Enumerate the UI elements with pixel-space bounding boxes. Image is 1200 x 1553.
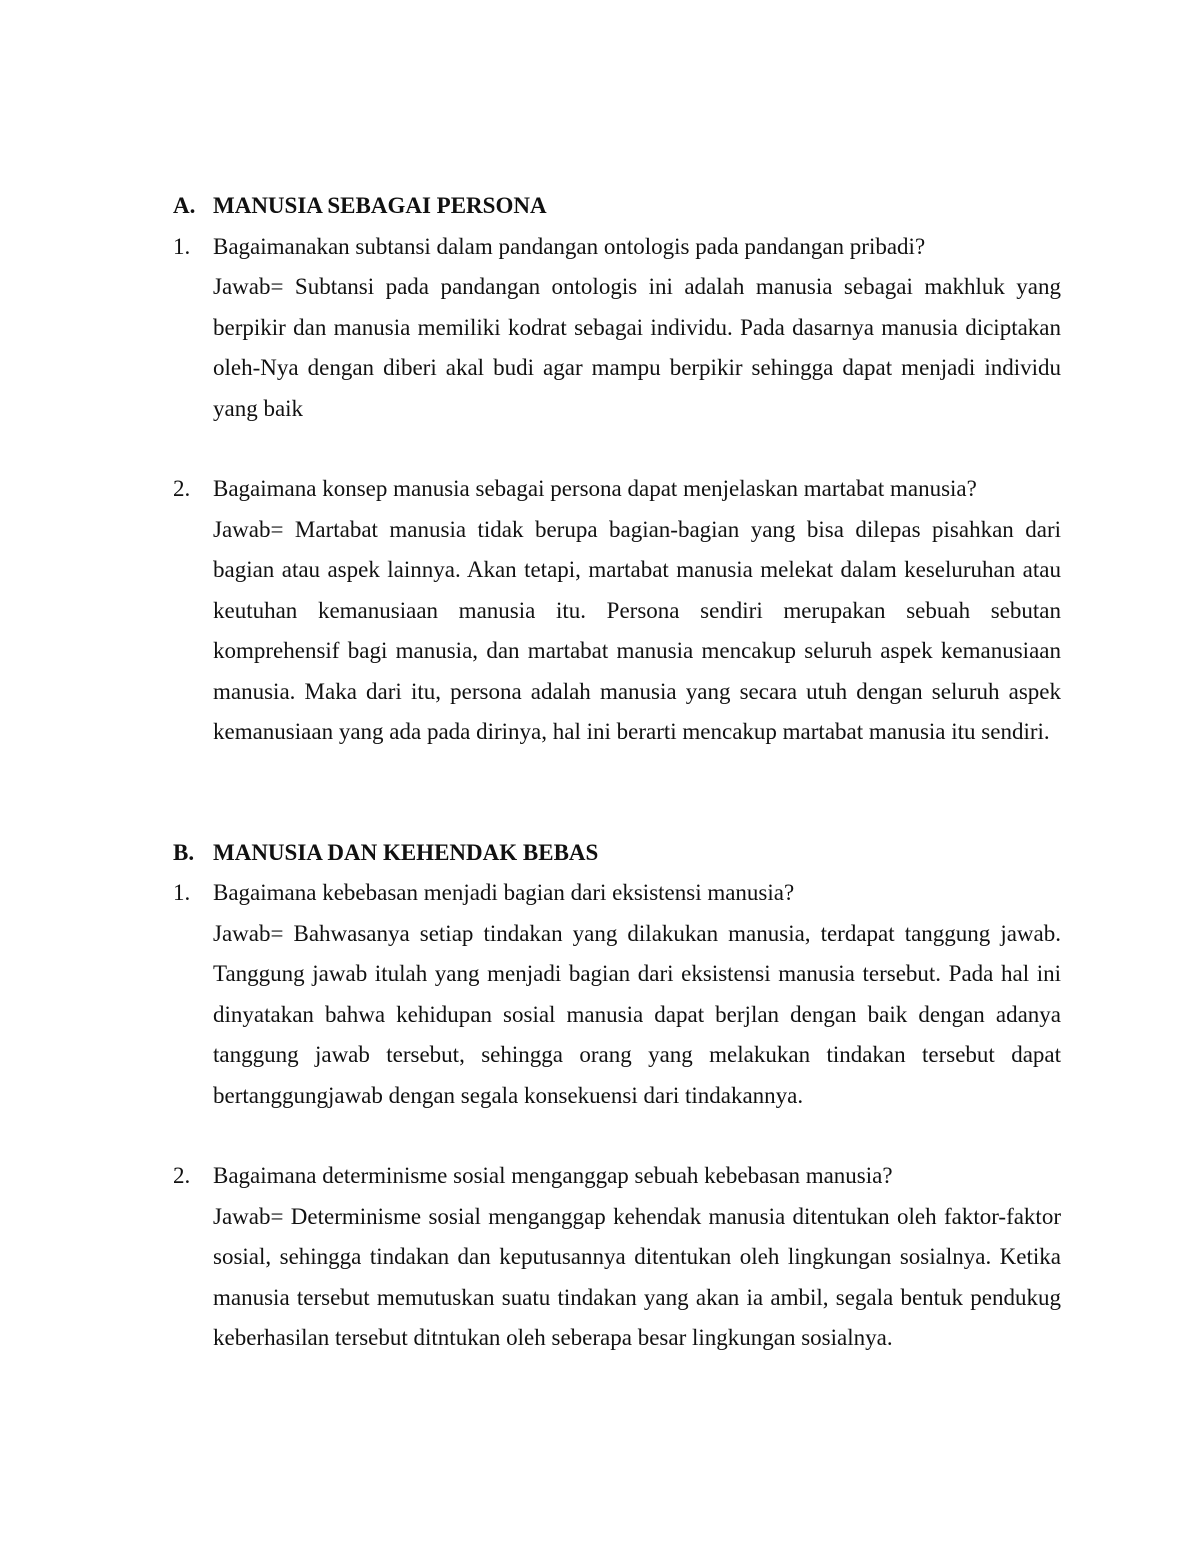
question-text: Bagaimanakan subtansi dalam pandangan ontologis pada pandangan pribadi? (213, 233, 926, 259)
spacer (173, 753, 1061, 833)
section-letter: B. (173, 839, 195, 865)
document-body (173, 186, 1061, 1359)
qa-item (173, 227, 1061, 430)
question-number: 1. (173, 880, 191, 905)
section-a (173, 186, 1061, 753)
answer-text: Jawab= Bahwasanya setiap tindakan yang dilakukan manusia, terdapat tanggung jawab. Tanggung jawab itulah yang menjadi bagian dari eksistensi manusia tersebut. Pada hal ini dinyatakan bahwa kehidupan sosial manusia dapat berjlan dengan baik dengan adanya tanggung jawab tersebut, sehingga orang yang melakukan tindakan tersebut dapat bertanggungjawab dengan segala konsekuensi dari tindakannya. (213, 920, 1061, 1108)
question (173, 873, 1061, 914)
spacer (173, 1116, 1061, 1156)
question-number: 2. (173, 476, 191, 501)
qa-item (173, 1156, 1061, 1359)
question-text: Bagaimana determinisme sosial menganggap sebuah kebebasan manusia? (213, 1163, 893, 1188)
section-heading (173, 186, 1061, 227)
spacer (173, 429, 1061, 469)
qa-item (173, 873, 1061, 1116)
question (173, 227, 1061, 268)
qa-item (173, 469, 1061, 753)
section-title: MANUSIA SEBAGAI PERSONA (213, 193, 547, 218)
question-text: Bagaimana konsep manusia sebagai persona dapat menjelaskan martabat manusia? (213, 476, 977, 501)
question (173, 469, 1061, 510)
section-heading (173, 833, 1061, 874)
section-letter: A. (173, 193, 196, 218)
answer-text: Jawab= Determinisme sosial menganggap kehendak manusia ditentukan oleh faktor-faktor sosial, sehingga tindakan dan keputusannya ditentukan oleh lingkungan sosialnya. Ketika manusia tersebut memutuskan suatu tindakan yang akan ia ambil, segala bentuk pendukug keberhasilan tersebut ditntukan oleh seberapa besar lingkungan sosialnya. (213, 1203, 1061, 1350)
question (173, 1156, 1061, 1197)
question-number: 2. (173, 1163, 191, 1188)
question-text: Bagaimana kebebasan menjadi bagian dari eksistensi manusia? (213, 880, 795, 905)
question-number: 1. (173, 233, 191, 259)
section-b (173, 833, 1061, 1359)
section-title: MANUSIA DAN KEHENDAK BEBAS (213, 839, 599, 865)
answer-text: Jawab= Subtansi pada pandangan ontologis ini adalah manusia sebagai makhluk yang berpikir dan manusia memiliki kodrat sebagai individu. Pada dasarnya manusia diciptakan oleh-Nya dengan diberi akal budi agar mampu berpikir sehingga dapat menjadi individu yang baik (213, 274, 1061, 421)
answer-text: Jawab= Martabat manusia tidak berupa bagian-bagian yang bisa dilepas pisahkan dari bagian atau aspek lainnya. Akan tetapi, martabat manusia melekat dalam keseluruhan atau keutuhan kemanusiaan manusia itu. Persona sendiri merupakan sebuah sebutan komprehensif bagi manusia, dan martabat manusia mencakup seluruh aspek kemanusiaan manusia. Maka dari itu, persona adalah manusia yang secara utuh dengan seluruh aspek kemanusiaan yang ada pada dirinya, hal ini berarti mencakup martabat manusia itu sendiri. (213, 516, 1061, 744)
